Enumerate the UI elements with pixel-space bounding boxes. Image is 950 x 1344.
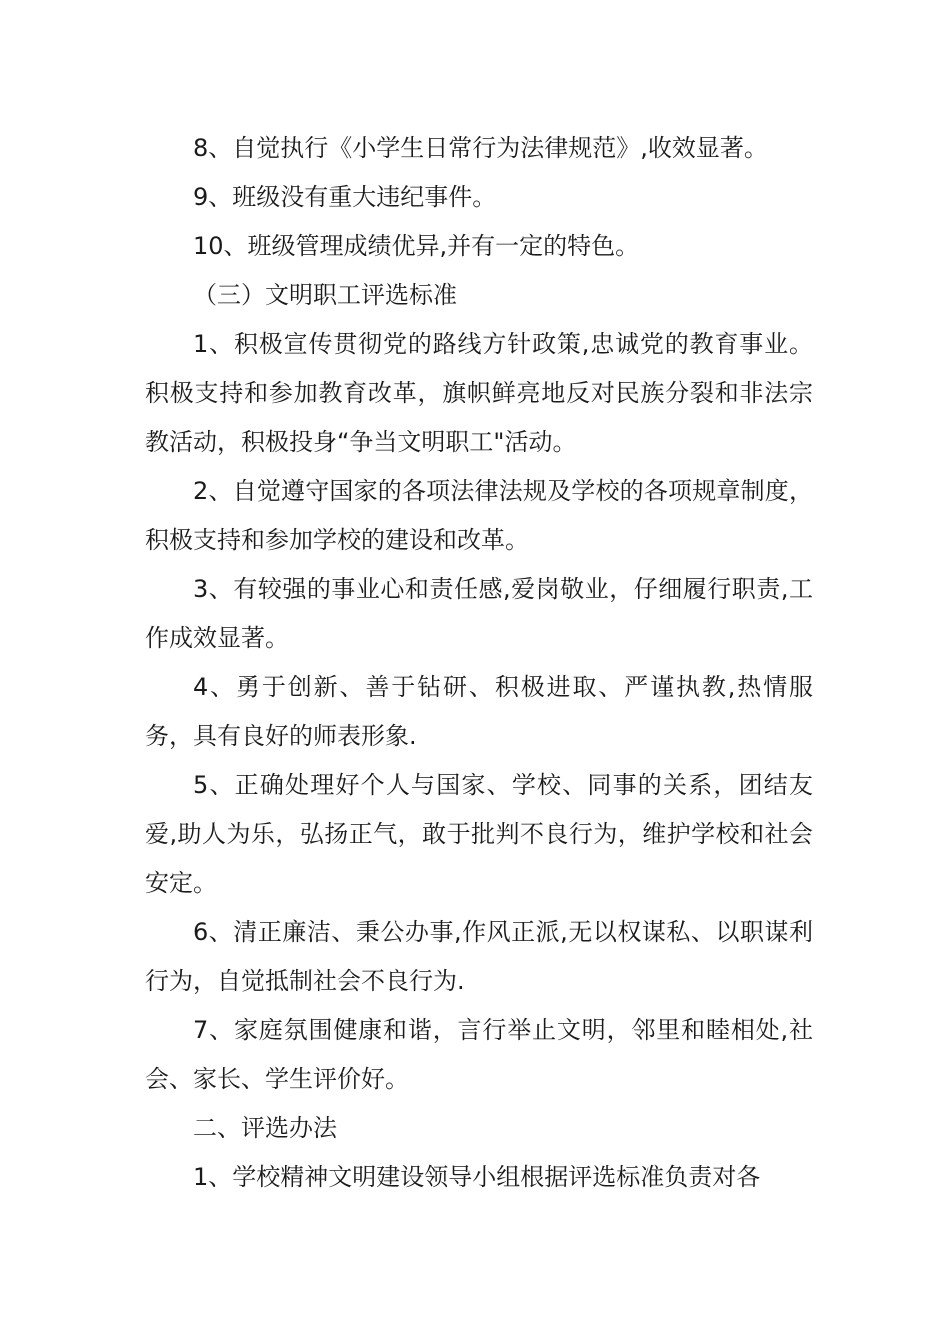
paragraph-item-10: 10、班级管理成绩优异,并有一定的特色。 (193, 232, 640, 260)
document-body (145, 124, 813, 1202)
section-heading-selection-method: 二、评选办法 (193, 1114, 337, 1142)
paragraph-staff-4: 4、勇于创新、善于钻研、积极进取、严谨执教,热情服务，具有良好的师表形象. (145, 673, 813, 750)
paragraph-staff-1: 1、积极宣传贯彻党的路线方针政策,忠诚党的教育事业。积极支持和参加教育改革，旗帜鲜亮地反对民族分裂和非法宗教活动，积极投身“争当文明职工"活动。 (145, 330, 813, 456)
paragraph-staff-3: 3、有较强的事业心和责任感,爱岗敬业，仔细履行职责,工作成效显著。 (145, 575, 813, 652)
paragraph-staff-2: 2、自觉遵守国家的各项法律法规及学校的各项规章制度，积极支持和参加学校的建设和改革。 (145, 477, 813, 554)
paragraph-method-1: 1、学校精神文明建设领导小组根据评选标准负责对各 (193, 1163, 761, 1191)
section-heading-staff-standards: （三）文明职工评选标准 (193, 281, 457, 309)
paragraph-item-8: 8、自觉执行《小学生日常行为法律规范》,收效显著。 (193, 134, 768, 162)
paragraph-staff-5: 5、正确处理好个人与国家、学校、同事的关系，团结友爱,助人为乐，弘扬正气，敢于批判不良行为，维护学校和社会安定。 (145, 771, 813, 897)
paragraph-staff-7: 7、家庭氛围健康和谐，言行举止文明，邻里和睦相处,社会、家长、学生评价好。 (145, 1016, 813, 1093)
paragraph-item-9: 9、班级没有重大违纪事件。 (193, 183, 497, 211)
paragraph-staff-6: 6、清正廉洁、秉公办事,作风正派,无以权谋私、以职谋利行为，自觉抵制社会不良行为. (145, 918, 813, 995)
